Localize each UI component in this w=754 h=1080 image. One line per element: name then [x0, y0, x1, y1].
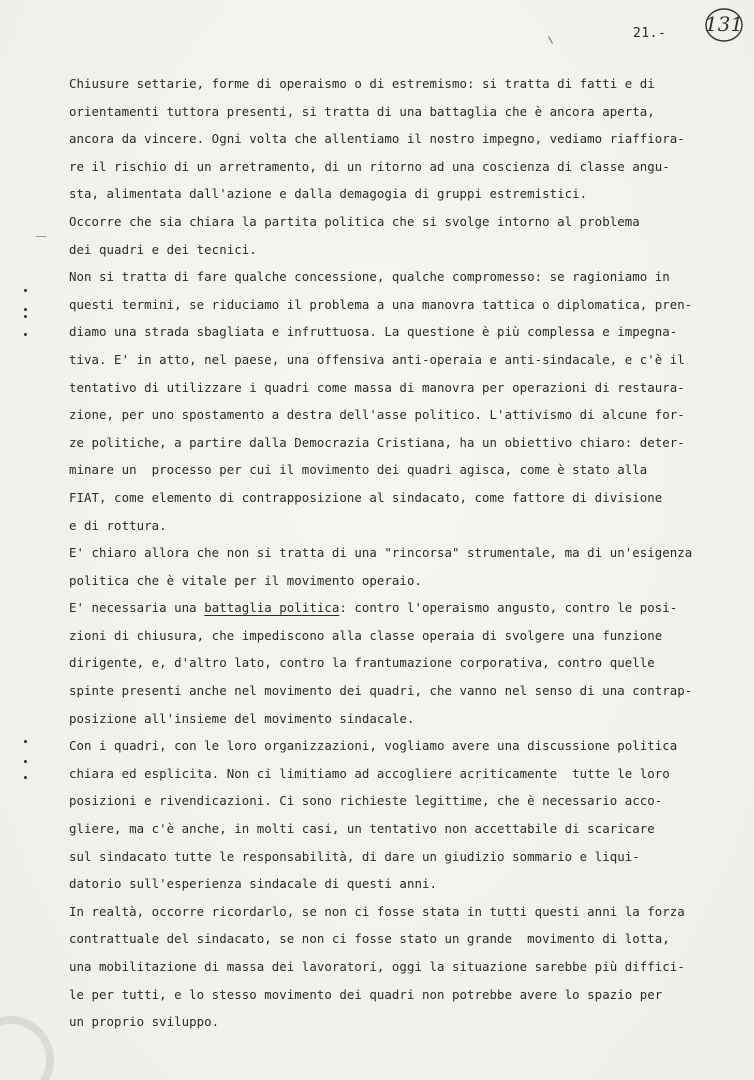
line-prefix: E' necessaria una: [69, 600, 205, 616]
text-line: ancora da vincere. Ogni volta che allentiamo il nostro impegno, vediamo riaffiora-: [69, 131, 685, 147]
margin-dot: [24, 289, 27, 292]
text-line: tentativo di utilizzare i quadri come massa di manovra per operazioni di restaura-: [69, 379, 685, 395]
text-line: dirigente, e, d'altro lato, contro la frantumazione corporativa, contro quelle: [69, 655, 655, 671]
text-line: zione, per uno spostamento a destra dell'asse politico. L'attivismo di alcune for-: [69, 407, 685, 423]
margin-dot: [24, 740, 27, 743]
line-suffix: : contro l'operaismo angusto, contro le posi-: [339, 600, 678, 616]
text-line: minare un processo per cui il movimento dei quadri agisca, come è stato alla: [69, 462, 648, 478]
stamp-number: 131: [704, 12, 744, 36]
scan-mark: [548, 36, 553, 43]
margin-dot: [24, 760, 27, 763]
document-body: [69, 70, 719, 1036]
text-line: spinte presenti anche nel movimento dei quadri, che vanno nel senso di una contrap-: [69, 683, 693, 699]
margin-dot: [24, 776, 27, 779]
margin-dot: [24, 315, 27, 318]
text-line: In realtà, occorre ricordarlo, se non ci fosse stata in tutti questi anni la forza: [69, 903, 685, 919]
text-line: diamo una strada sbagliata e infruttuosa. La questione è più complessa e impegna-: [69, 324, 678, 340]
underlined-phrase: battaglia politica: [204, 600, 340, 616]
text-line: posizioni e rivendicazioni. Ci sono richieste legittime, che è necessario acco-: [69, 793, 663, 809]
text-line: E' chiaro allora che non si tratta di una "rincorsa" strumentale, ma di un'esigenza: [69, 545, 693, 561]
text-line: chiara ed esplicita. Non ci limitiamo ad accogliere acriticamente tutte le loro: [69, 765, 670, 781]
text-line: le per tutti, e lo stesso movimento dei quadri non potrebbe avere lo spazio per: [69, 986, 663, 1002]
text-line: sul sindacato tutte le responsabilità, di dare un giudizio sommario e liqui-: [69, 848, 640, 864]
text-line: politica che è vitale per il movimento operaio.: [69, 572, 422, 588]
page-number: 21.-: [633, 26, 667, 41]
text-line: datorio sull'esperienza sindacale di questi anni.: [69, 876, 437, 892]
text-line: FIAT, come elemento di contrapposizione al sindacato, come fattore di divisione: [69, 489, 663, 505]
text-line: Occorre che sia chiara la partita politica che si svolge intorno al problema: [69, 213, 640, 229]
text-line: un proprio sviluppo.: [69, 1014, 220, 1030]
page-stamp: [704, 6, 744, 44]
text-line: questi termini, se riduciamo il problema a una manovra tattica o diplomatica, pren-: [69, 296, 693, 312]
margin-dot: [24, 308, 27, 311]
margin-mark: [36, 236, 46, 237]
text-line: Non si tratta di fare qualche concessione, qualche compromesso: se ragioniamo in: [69, 269, 670, 285]
text-line: Chiusure settarie, forme di operaismo o di estremismo: si tratta di fatti e di: [69, 76, 655, 91]
text-line: ze politiche, a partire dalla Democrazia Cristiana, ha un obiettivo chiaro: deter-: [69, 434, 685, 450]
text-line: sta, alimentata dall'azione e dalla demagogia di gruppi estremistici.: [69, 186, 588, 202]
text-line: re il rischio di un arretramento, di un ritorno ad una coscienza di classe angu-: [69, 158, 670, 174]
text-line: dei quadri e dei tecnici.: [69, 241, 257, 257]
text-line: posizione all'insieme del movimento sindacale.: [69, 710, 415, 726]
text-line-underlined: [69, 594, 719, 622]
text-line: e di rottura.: [69, 517, 167, 533]
archive-watermark-icon: [0, 990, 60, 1080]
text-line: gliere, ma c'è anche, in molti casi, un tentativo non accettabile di scaricare: [69, 821, 655, 837]
text-line: zioni di chiusura, che impediscono alla classe operaia di svolgere una funzione: [69, 627, 663, 643]
text-line: una mobilitazione di massa dei lavoratori, oggi la situazione sarebbe più diffici-: [69, 959, 685, 974]
text-line: tiva. E' in atto, nel paese, una offensiva anti-operaia e anti-sindacale, e c'è il: [69, 351, 685, 367]
text-line: orientamenti tuttora presenti, si tratta di una battaglia che è ancora aperta,: [69, 103, 655, 119]
text-line: contrattuale del sindacato, se non ci fosse stato un grande movimento di lotta,: [69, 931, 670, 947]
margin-dot: [24, 333, 27, 336]
text-line: Con i quadri, con le loro organizzazioni, vogliamo avere una discussione politica: [69, 738, 678, 754]
